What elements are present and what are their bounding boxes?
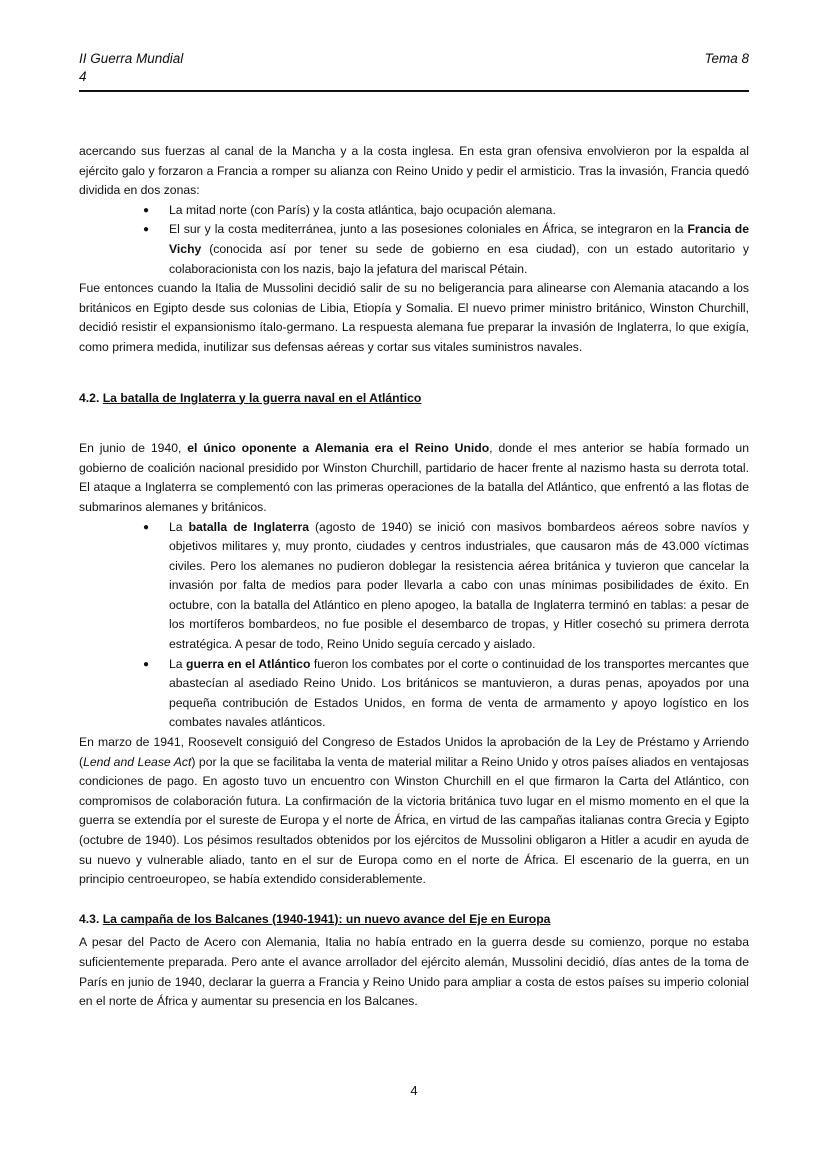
- section-4-2-paragraph-1: [79, 439, 749, 517]
- list-item: [79, 220, 749, 279]
- text-run: En junio de 1940,: [79, 441, 188, 456]
- text-run: , donde el mes anterior se había formado un gobierno de coalición nacional presidido por Winston Churchill, partidario de hacer frente al nazismo hasta su derrota total. El ataque a Inglaterra se complementó con las primeras operaciones de la batalla del Atlántico, que enfrentó a las flotas de submarinos alemanes y británicos.: [79, 441, 749, 514]
- italy-paragraph: Fue entonces cuando la Italia de Mussolini decidió salir de su no beligerancia para alinearse con Alemania atacando a los británicos en Egipto desde sus colonias de Libia, Etiopía y Somalia. El nuevo primer ministro británico, Winston Churchill, decidió resistir el expansionismo ítalo-germano. La respuesta alemana fue preparar la invasión de Inglaterra, lo que exigía, como primera medida, inutilizar sus defensas aéreas y cortar sus vitales suministros navales.: [79, 281, 749, 354]
- section-4-3-paragraph-1: A pesar del Pacto de Acero con Alemania, Italia no había entrado en la guerra desde su comienzo, porque no estaba suficientemente preparada. Pero ante el avance arrollador del ejército alemán, Mussolini decidió, días antes de la toma de París en junio de 1940, declarar la guerra a Francia y Reino Unido para ampliar a costa de estos países su imperio colonial en el norte de África y aumentar su presencia en los Balcanes.: [79, 935, 749, 1009]
- section-heading-4-3: [79, 910, 749, 930]
- section-number: 4.2.: [79, 390, 100, 405]
- text-run: fueron los combates por el corte o continuidad de los transportes mercantes que abastecían al asediado Reino Unido. Los británicos se mantuvieron, a duras penas, apoyados por una pequeña contribución de Estados Unidos, en forma de venta de armamento y apoyo logístico en los combates navales atlánticos.: [169, 656, 749, 730]
- section-number: 4.3.: [79, 911, 100, 926]
- text-run: ) por la que se facilitaba la venta de material militar a Reino Unido y otros países aliados en ventajosas condiciones de pago. En agosto tuvo un encuentro con Winston Churchill en el que firmaron la Carta del Atlántico, con compromisos de colaboración futura. La confirmación de la victoria británica tuvo lugar en el mismo momento en el que la guerra se extendía por el sureste de Europa y el norte de África, en virtud de las campañas italianas contra Grecia y Egipto (octubre de 1940). Los pésimos resultados obtenidos por los ejércitos de Mussolini obligaron a Hitler a acudir en ayuda de su nuevo y vulnerable aliado, tanto en el sur de Europa como en el norte de África. El escenario de la guerra, en un principio centroeuropeo, se había extendido considerablemente.: [79, 754, 750, 887]
- text-run: La: [169, 656, 187, 671]
- bullet-icon: ●: [143, 204, 150, 216]
- bold-text-run: batalla de Inglaterra: [188, 519, 309, 534]
- page-number: 4: [410, 1083, 418, 1098]
- bullet-icon: ●: [143, 521, 150, 533]
- header-number: 4: [79, 69, 87, 84]
- bullet-icon: ●: [143, 658, 150, 670]
- list-item: [79, 518, 749, 655]
- document-body: [79, 142, 749, 1012]
- italic-text-run: Lend and Lease Act: [83, 754, 192, 769]
- bold-text-run: guerra en el Atlántico: [186, 656, 311, 671]
- list-item: [79, 655, 749, 733]
- vichy-term: Francia de Vichy: [169, 222, 749, 256]
- header-title: II Guerra Mundial: [79, 51, 184, 66]
- header-topic: Tema 8: [704, 51, 749, 66]
- section-heading-4-2: [79, 389, 749, 409]
- text-run: (agosto de 1940) se inició con masivos bombardeos aéreos sobre navíos y objetivos militares y, muy pronto, ciudades y centros industriales, que causaron más de 43.000 víctimas civiles. Pero los alemanes no pudieron doblegar la resistencia aérea británica y tuvieron que cancelar la invasión por falta de medios para poder llevarla a cabo con unas mínimas posibilidades de éxito. En octubre, con la batalla del Atlántico en pleno apogeo, la batalla de Inglaterra terminó en tablas: a pesar de los mortíferos bombardeos, no fue posible el desembarco de tropas, y Hitler cosechó su primera derrota estratégica. A pesar de todo, Reino Unido seguía cercado y aislado.: [169, 519, 749, 652]
- text-run: En marzo de 1941, Roosevelt consiguió del Congreso de Estados Unidos la aprobación de la Ley de Préstamo y Arriendo (: [79, 735, 749, 769]
- bullet-icon: ●: [143, 224, 150, 236]
- intro-paragraph: acercando sus fuerzas al canal de la Mancha y a la costa inglesa. En esta gran ofensiva envolvieron por la espalda al ejército galo y forzaron a Francia a romper su alianza con Reino Unido y pedir el armisticio. Tras la invasión, Francia quedó dividida en dos zonas:: [79, 144, 749, 198]
- text-run: La: [169, 519, 189, 534]
- section-title: La batalla de Inglaterra y la guerra naval en el Atlántico: [102, 390, 422, 405]
- section-4-2-list: [79, 518, 749, 734]
- header-left: [79, 50, 183, 86]
- section-title: La campaña de los Balcanes (1940-1941): un nuevo avance del Eje en Europa: [102, 911, 551, 926]
- section-4-2-paragraph-2: [79, 733, 749, 890]
- document-page: [79, 0, 749, 1169]
- zone-south-text-post: (conocida así por tener su sede de gobierno en esa ciudad), con un estado autoritario y colaboracionista con los nazis, bajo la jefatura del mariscal Pétain.: [169, 241, 749, 276]
- page-header: [79, 50, 749, 92]
- zone-north-text: La mitad norte (con París) y la costa atlántica, bajo ocupación alemana.: [169, 202, 556, 217]
- zones-list: [79, 201, 749, 279]
- bold-text-run: el único oponente a Alemania era el Reino Unido: [187, 441, 490, 456]
- list-item: [79, 201, 749, 221]
- zone-south-text-pre: El sur y la costa mediterránea, junto a las posesiones coloniales en África, se integraron en la: [169, 222, 688, 237]
